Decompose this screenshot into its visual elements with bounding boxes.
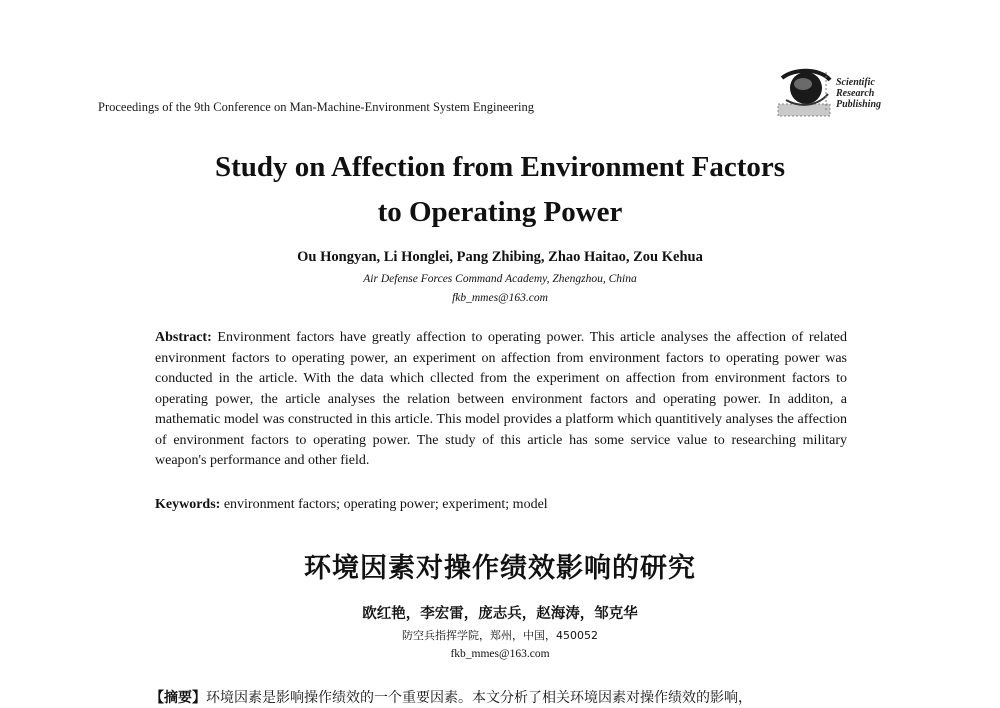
publisher-line-1: Scientific (836, 77, 875, 88)
keywords (155, 497, 847, 513)
author-email: fkb_mmes@163.com (452, 292, 548, 304)
abstract-text: Environment factors have greatly affection to operating power. This article analyses the affection of related environment factors to operating power, an experiment on affection from environment factors to operating power was conducted in the article. With the data which cllected from the experiment on affection from environment factors to operating power, the article analyses the relation between environment factors and operating power. In additon, a mathematic model was constructed in this article. This model provides a platform which quantitively analyses the affection of environment factors to operating power. The study of this article has some service value to researching military weapon's performance and other field. (155, 330, 848, 468)
abstract (155, 328, 847, 472)
chinese-abstract-text: 环境因素是影响操作绩效的一个重要因素。本文分析了相关环境因素对操作绩效的影响， (206, 690, 752, 706)
chinese-email: fkb_mmes@163.com (450, 648, 550, 660)
keywords-label: Keywords: (155, 497, 221, 512)
keywords-text: environment factors; operating power; experiment; model (223, 497, 548, 512)
publisher-line-2: Research (836, 88, 875, 99)
publisher-line-3: Publishing (836, 99, 882, 110)
paper-title-line-1: Study on Affection from Environment Factors (214, 151, 786, 183)
conference-header: Proceedings of the 9th Conference on Man-Machine-Environment System Engineering (98, 100, 534, 114)
affiliation: Air Defense Forces Command Academy, Zhengzhou, China (363, 273, 637, 285)
publisher-logo (776, 64, 906, 118)
authors: Ou Hongyan, Li Honglei, Pang Zhibing, Zhao Haitao, Zou Kehua (297, 249, 703, 265)
globe-logo-icon (776, 64, 834, 118)
chinese-authors: 欧红艳，李宏雷，庞志兵，赵海涛，邹克华 (362, 606, 638, 622)
chinese-affiliation: 防空兵指挥学院，郑州，中国，450052 (402, 629, 598, 642)
chinese-abstract-label: 【摘要】 (150, 690, 206, 706)
paper-title-line-2: to Operating Power (377, 196, 623, 228)
chinese-abstract (150, 687, 880, 707)
abstract-label: Abstract: (155, 330, 212, 345)
chinese-title: 环境因素对操作绩效影响的研究 (304, 553, 696, 584)
